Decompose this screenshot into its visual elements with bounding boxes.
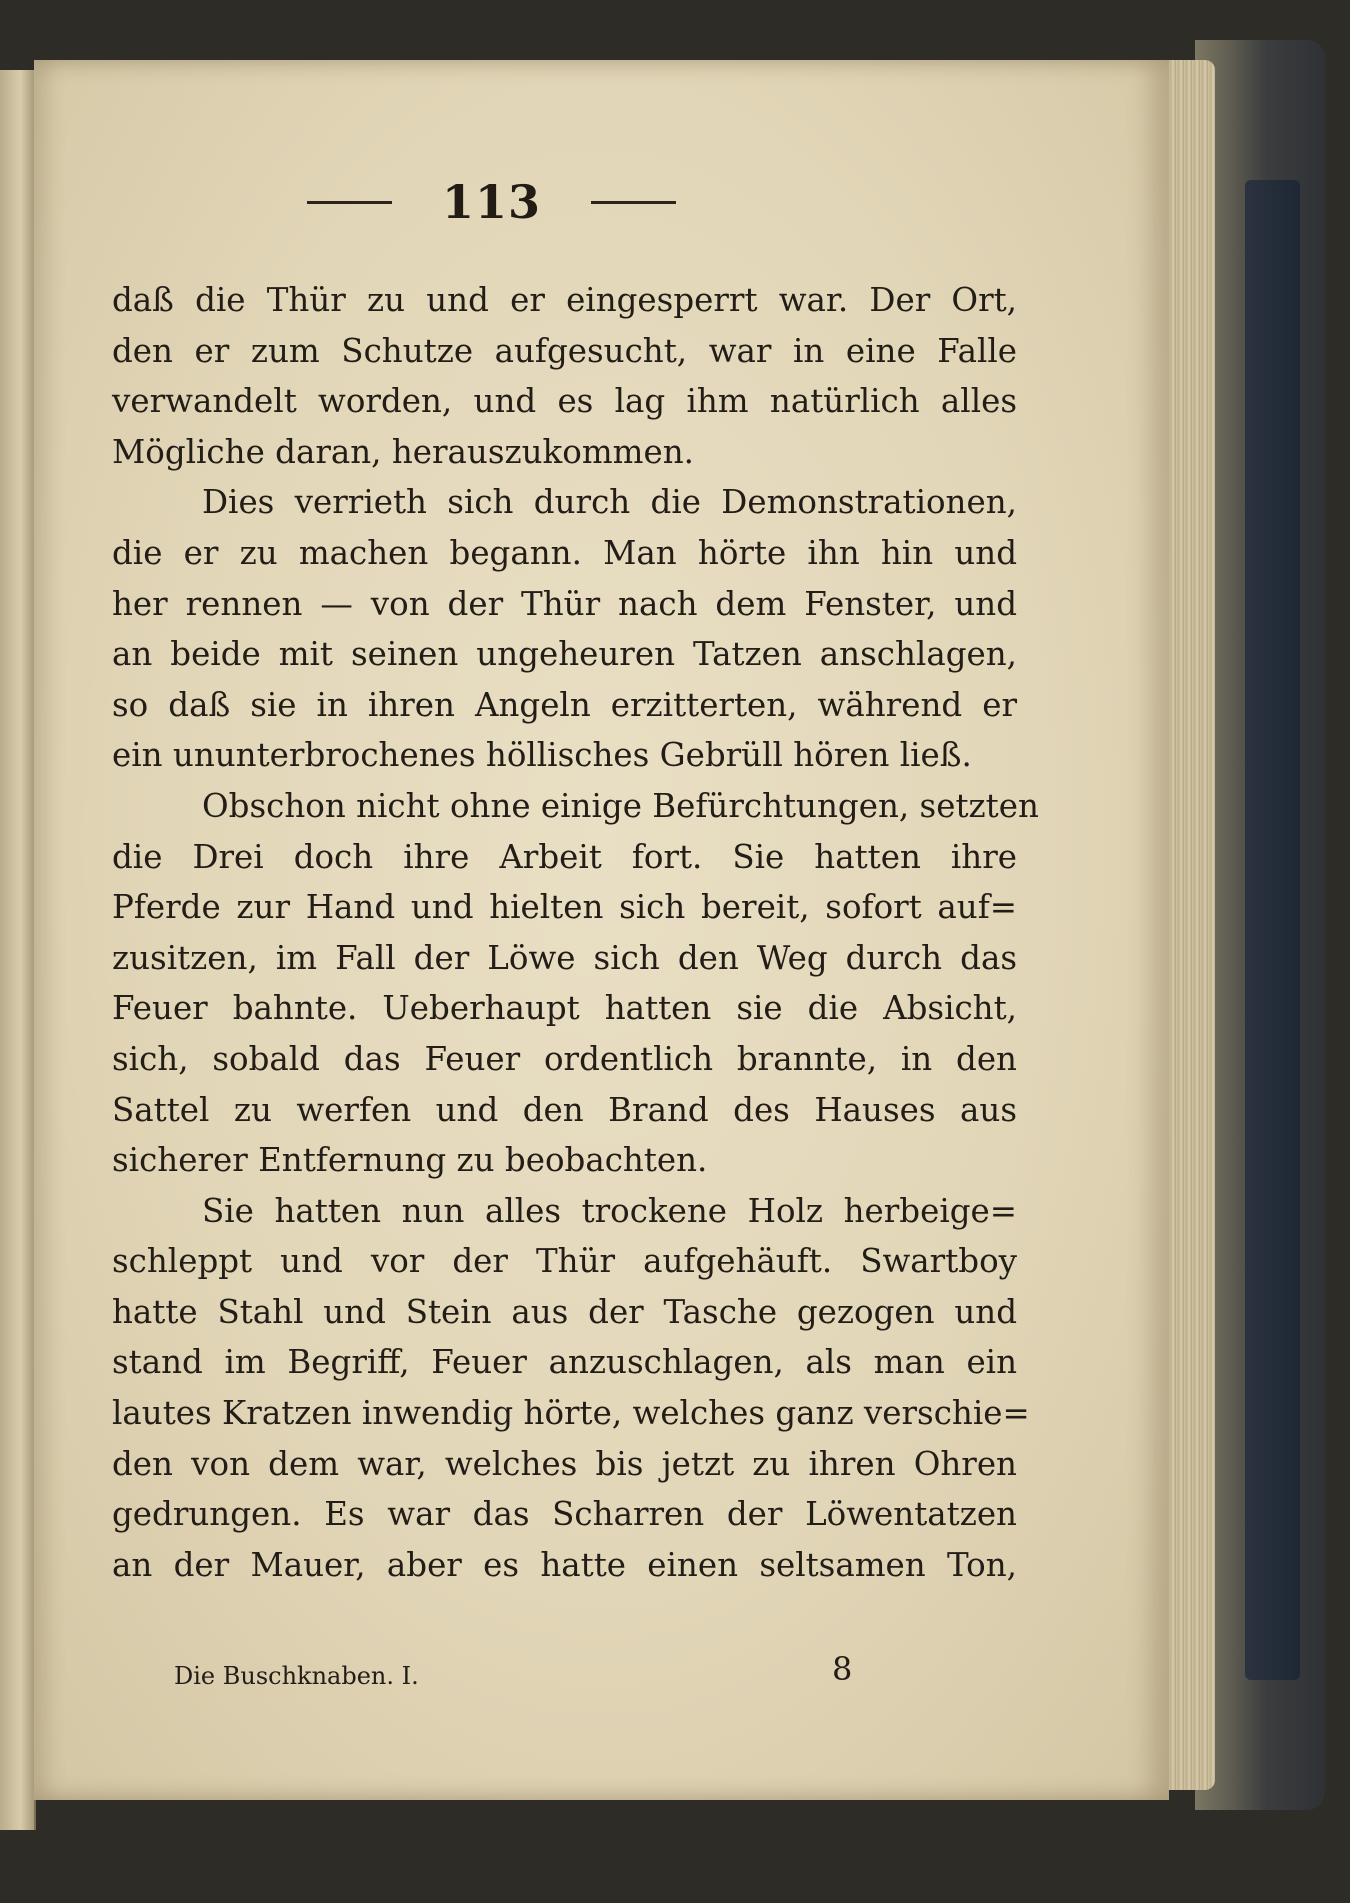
text-line: hatte Stahl und Stein aus der Tasche gezogen und [112,1292,1017,1331]
header-rule-left [307,201,392,204]
text-line: gedrungen. Es war das Scharren der Löwentatzen [112,1495,1017,1534]
text-line: verwandelt worden, und es lag ihm natürlich alles [112,382,1017,421]
book-cover-board [1245,180,1300,1680]
text-line: ein ununterbrochenes höllisches Gebrüll hören ließ. [112,736,972,775]
left-page-edge [0,70,36,1830]
text-line: Mögliche daran, herauszukommen. [112,432,694,471]
text-line: die Drei doch ihre Arbeit fort. Sie hatten ihre [112,837,1017,876]
text-line: lautes Kratzen inwendig hörte, welches ganz verschie= [112,1394,1030,1433]
text-line: an beide mit seinen ungeheuren Tatzen anschlagen, [112,635,1017,674]
footer-book-title: Die Buschknaben. I. [174,1662,419,1690]
text-line: an der Mauer, aber es hatte einen seltsamen Ton, [112,1545,1017,1584]
text-line: sich, sobald das Feuer ordentlich brannte, in den [112,1039,1017,1078]
text-line: daß die Thür zu und er eingesperrt war. Der Ort, [112,281,1017,319]
book-page [34,60,1169,1800]
footer-signature-mark: 8 [832,1650,853,1688]
text-line: her rennen — von der Thür nach dem Fenster, und [112,584,1017,623]
text-line: Obschon nicht ohne einige Befürchtungen, setzten [202,786,1039,825]
text-line: so daß sie in ihren Angeln erzitterten, während er [112,685,1017,724]
text-line: Feuer bahnte. Ueberhaupt hatten sie die Absicht, [112,989,1017,1028]
text-line: zusitzen, im Fall der Löwe sich den Weg durch das [112,938,1017,977]
text-line: Sattel zu werfen und den Brand des Hauses aus [112,1090,1017,1129]
text-line: den von dem war, welches bis jetzt zu ihren Ohren [112,1444,1017,1483]
text-line: den er zum Schutze aufgesucht, war in eine Falle [112,331,1017,370]
header-rule-right [591,201,676,204]
text-line: sicherer Entfernung zu beobachten. [112,1141,708,1180]
text-line: stand im Begriff, Feuer anzuschlagen, als man ein [112,1343,1017,1382]
text-line: Sie hatten nun alles trockene Holz herbeige= [202,1191,1017,1230]
page-header [0,175,1059,229]
body-text [112,275,1039,1590]
text-line: die er zu machen begann. Man hörte ihn hin und [112,533,1017,572]
page-number: 113 [441,175,542,229]
text-line: Pferde zur Hand und hielten sich bereit, sofort auf= [112,888,1017,927]
text-line: schleppt und vor der Thür aufgehäuft. Swartboy [112,1242,1017,1281]
text-line: Dies verrieth sich durch die Demonstrationen, [202,483,1017,522]
